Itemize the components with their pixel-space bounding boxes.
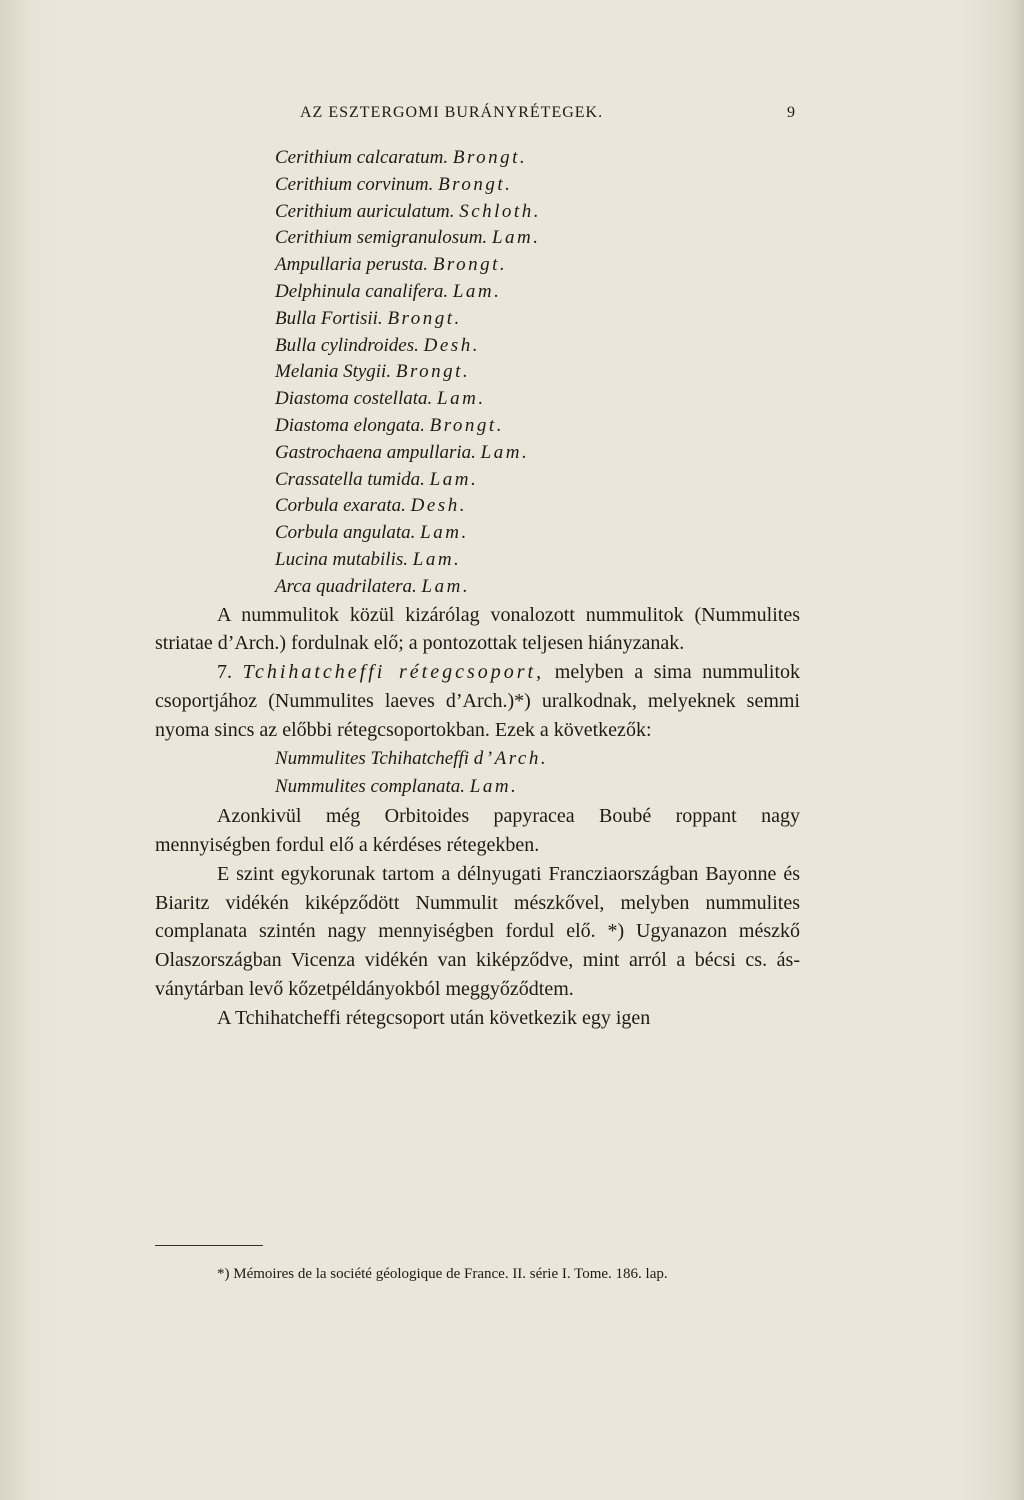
- species-author: Lam.: [480, 441, 530, 463]
- species-item: [275, 386, 800, 413]
- species-name: Corbula angulata.: [275, 522, 416, 544]
- species-item: [275, 199, 800, 226]
- species-item: [275, 145, 800, 172]
- section-number: 7.: [217, 661, 232, 684]
- species-name: Nummulites Tchihatcheffi: [275, 747, 470, 769]
- species-name: Nummulites complanata.: [275, 776, 465, 798]
- species-item: [275, 493, 800, 520]
- species-author: Lam.: [429, 468, 479, 490]
- paragraph-continuation: A Tchihatcheffi rétegcsoport után következik egy igen: [217, 1006, 651, 1029]
- species-item: [275, 574, 800, 601]
- running-header: [300, 104, 820, 122]
- species-author: d’Arch.: [473, 747, 549, 769]
- species-author: Lam.: [420, 522, 469, 544]
- species-name: Lucina mutabilis.: [275, 548, 409, 570]
- species-author: Brongt.: [452, 147, 528, 168]
- species-item: [275, 333, 800, 360]
- species-author: Lam.: [437, 388, 486, 410]
- page-body: [155, 145, 800, 1033]
- species-name: Diastoma costellata.: [275, 388, 433, 410]
- paragraph-nummulites: A nummulitok közül kizárólag vonalozott nummulitok (Nummulites striatae d’Arch.) fordulnak elő; a pontozottak teljesen hiányzanak.: [155, 603, 800, 655]
- header-title: AZ ESZTERGOMI BURÁNYRÉTEGEK.: [300, 104, 604, 121]
- species-author: Brongt.: [387, 307, 462, 329]
- species-item: [275, 773, 800, 802]
- species-item: [275, 172, 800, 199]
- species-name: Cerithium calcaratum.: [275, 147, 449, 168]
- species-item: [275, 225, 800, 252]
- paragraph-bayonne: E szint egykorunak tartom a délnyugati Francziaországban Bayonne és Biaritz vidékén kiképződött Nummulit mészkővel, melyben nummulites complanata szintén nagy mennyiségben fordul elő. *) Ugyanazon mészkő Olaszországban Vicenza vidékén van kiképződve, mint arról a bécsi cs. ásványtárban levő kőzetpéldányokból meggyőződtem.: [155, 862, 800, 1000]
- species-item: [275, 359, 800, 386]
- species-name: Cerithium corvinum.: [275, 173, 434, 195]
- species-item: [275, 467, 800, 494]
- species-name: Cerithium semigranulosum.: [275, 227, 488, 249]
- species-author: Brongt.: [438, 173, 513, 195]
- species-name: Corbula exarata.: [275, 495, 406, 517]
- species-author: Desh.: [410, 495, 467, 517]
- species-item: [275, 520, 800, 547]
- species-item: [275, 279, 800, 306]
- paragraph-tchihatcheffi: [155, 658, 800, 744]
- page-number: 9: [787, 104, 796, 121]
- species-author: Lam.: [412, 548, 462, 570]
- species-author: Lam.: [421, 575, 471, 597]
- species-name: Ampullaria perusta.: [275, 254, 429, 276]
- nummulites-list: [275, 745, 800, 803]
- species-item: [275, 413, 800, 440]
- species-list: [275, 145, 800, 601]
- species-name: Bulla Fortisii.: [275, 307, 383, 329]
- species-author: Brongt.: [395, 361, 471, 383]
- species-author: Brongt.: [432, 254, 508, 276]
- species-name: Diastoma elongata.: [275, 414, 425, 436]
- species-item: [275, 440, 800, 467]
- paragraph-orbitoides: Azonkivül még Orbitoides papyracea Boubé roppant nagy mennyiségben fordul elő a kérdéses rétegekben.: [155, 805, 800, 856]
- footnote-rule: [155, 1245, 263, 1246]
- species-author: Brongt.: [429, 414, 504, 436]
- section-heading: Tchihatcheffi rétegcsoport,: [242, 661, 545, 684]
- species-author: Lam.: [469, 776, 519, 798]
- species-author: Schloth.: [459, 200, 541, 222]
- species-item: [275, 306, 800, 333]
- species-item: [275, 745, 800, 774]
- species-author: Desh.: [423, 334, 480, 356]
- species-item: [275, 547, 800, 574]
- footnote: *) Mémoires de la société géologique de France. II. série I. Tome. 186. lap.: [217, 1266, 668, 1282]
- section-text: melyben a sima nummulitok csoportjához (Nummulites laeves d’Arch.)*) uralkodnak, melyeknek semmi nyoma sincs az előbbi rétegcsoportokban. Ezek a következők:: [155, 661, 801, 741]
- species-name: Bulla cylindroides.: [275, 334, 419, 356]
- species-name: Delphinula canalifera.: [275, 280, 449, 302]
- species-name: Arca quadrilatera.: [275, 575, 417, 597]
- species-name: Cerithium auriculatum.: [275, 200, 455, 222]
- species-author: Lam.: [452, 280, 502, 302]
- species-author: Lam.: [491, 227, 541, 249]
- species-name: Crassatella tumida.: [275, 468, 425, 490]
- species-item: [275, 252, 800, 279]
- species-name: Melania Stygii.: [275, 361, 392, 383]
- species-name: Gastrochaena ampullaria.: [275, 441, 476, 463]
